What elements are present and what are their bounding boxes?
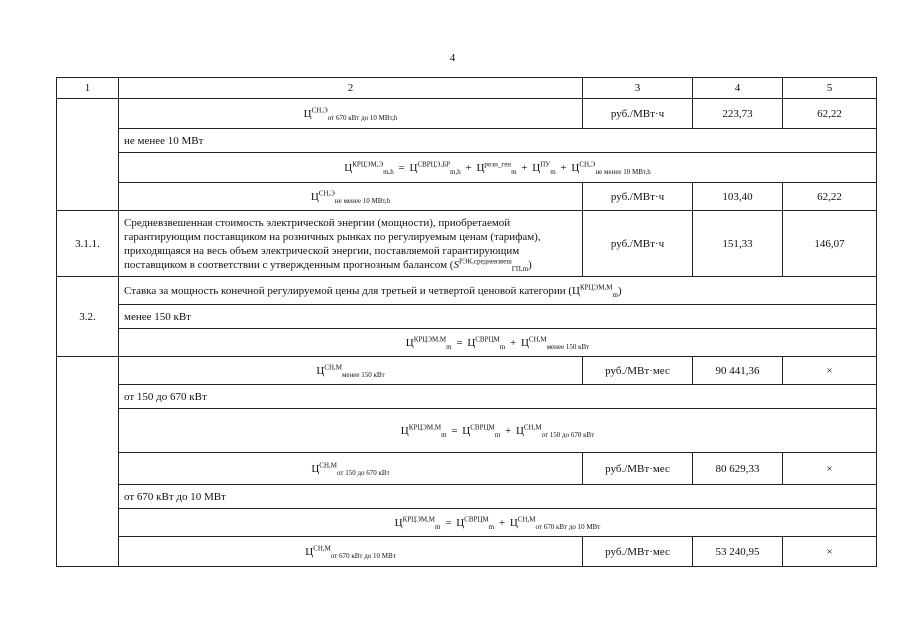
header-col-1: 1	[57, 78, 119, 99]
header-row	[57, 78, 877, 99]
formula-cell	[119, 183, 583, 211]
table-row	[57, 99, 877, 129]
row-number: 3.1.1.	[57, 211, 119, 277]
formula: $Ц^{СН,М}_{менее 150 кВт}$	[316, 362, 385, 379]
table-row	[57, 509, 877, 537]
value-cell-4: 223,73	[693, 99, 783, 129]
header-col-4: 4	[693, 78, 783, 99]
page-number: 4	[449, 52, 456, 64]
formula-cell	[119, 153, 877, 183]
formula: $Ц^{СН,М}_{от 670 кВт до 10 МВт}$	[305, 543, 396, 560]
table-row	[57, 409, 877, 453]
section-title: Ставка за мощность конечной регулируемой цены для третьей и четвертой ценовой категории $(Ц^{КРЦЭМ,М}_m)$	[119, 277, 877, 305]
formula-cell	[119, 509, 877, 537]
table-row	[57, 153, 877, 183]
table-row	[57, 329, 877, 357]
number-cell-empty	[57, 99, 119, 211]
value-cell-4: 90 441,36	[693, 357, 783, 385]
formula-cell	[119, 357, 583, 385]
unit-cell: руб./МВт·ч	[583, 211, 693, 277]
formula: $Ц^{СН,Э}_{не менее 10 МВт,h}$	[310, 188, 391, 205]
subcategory-label: менее 150 кВт	[119, 305, 877, 329]
header-col-2: 2	[119, 78, 583, 99]
subcategory-label: от 150 до 670 кВт	[119, 385, 877, 409]
number-cell-empty	[57, 357, 119, 567]
value-cell-5: 62,22	[783, 183, 877, 211]
formula-cell	[119, 453, 583, 485]
formula: $Ц^{СН,Э}_{от 670 кВт до 10 МВт,h}$	[303, 105, 398, 122]
formula: $Ц^{КРЦЭМ,М}_m = Ц^{СВРЦМ}_m + Ц^{СН,М}_{от 150 до 670 кВт}$	[400, 422, 595, 439]
value-cell-4: 151,33	[693, 211, 783, 277]
formula: $Ц^{СН,М}_{от 150 до 670 кВт}$	[311, 460, 390, 477]
formula-cell	[119, 329, 877, 357]
header-col-3: 3	[583, 78, 693, 99]
unit-cell: руб./МВт·мес	[583, 537, 693, 567]
value-cell-4: 53 240,95	[693, 537, 783, 567]
formula-cell	[119, 409, 877, 453]
formula: $Ц^{КРЦЭМ,М}_m = Ц^{СВРЦМ}_m + Ц^{СН,М}_{менее 150 кВт}$	[405, 334, 590, 351]
unit-cell: руб./МВт·ч	[583, 183, 693, 211]
unit-cell: руб./МВт·мес	[583, 357, 693, 385]
tariff-table	[56, 77, 877, 567]
table-row	[57, 537, 877, 567]
table-row	[57, 211, 877, 277]
value-cell-5: ×	[783, 537, 877, 567]
description-cell: Средневзвешенная стоимость электрической энергии (мощности), приобретаемой гарантирующим поставщиком на розничных рынках по регулируемым ценам (тарифам), приходящаяся на весь объем электрической энергии, поставляемой гарантирующим поставщиком в соответствии с утвержденным прогнозным балансом $(S^{РЭК,средневзвеш}_{ГП,m})$	[119, 211, 583, 277]
formula: $Ц^{КРЦЭМ,Э}_{m,h} = Ц^{СВРЦЭ,БР}_{m,h} + Ц^{розн\_ген}_m + Ц^{ПУ}_m + Ц^{СН,Э}_{не менее 10 МВт,h}$	[344, 159, 651, 176]
value-cell-5: ×	[783, 357, 877, 385]
table-row	[57, 305, 877, 329]
table-row	[57, 485, 877, 509]
table-row	[57, 453, 877, 485]
value-cell-4: 103,40	[693, 183, 783, 211]
formula-cell	[119, 99, 583, 129]
value-cell-5: 62,22	[783, 99, 877, 129]
row-number: 3.2.	[57, 277, 119, 357]
table-row	[57, 385, 877, 409]
subcategory-label: от 670 кВт до 10 МВт	[119, 485, 877, 509]
value-cell-5: 146,07	[783, 211, 877, 277]
formula-cell	[119, 537, 583, 567]
subcategory-label: не менее 10 МВт	[119, 129, 877, 153]
table-row	[57, 129, 877, 153]
header-col-5: 5	[783, 78, 877, 99]
table-row	[57, 357, 877, 385]
value-cell-5: ×	[783, 453, 877, 485]
table-row	[57, 183, 877, 211]
unit-cell: руб./МВт·мес	[583, 453, 693, 485]
value-cell-4: 80 629,33	[693, 453, 783, 485]
formula: $Ц^{КРЦЭМ,М}_m = Ц^{СВРЦМ}_m + Ц^{СН,М}_{от 670 кВт до 10 МВт}$	[394, 514, 601, 531]
unit-cell: руб./МВт·ч	[583, 99, 693, 129]
table-row	[57, 277, 877, 305]
